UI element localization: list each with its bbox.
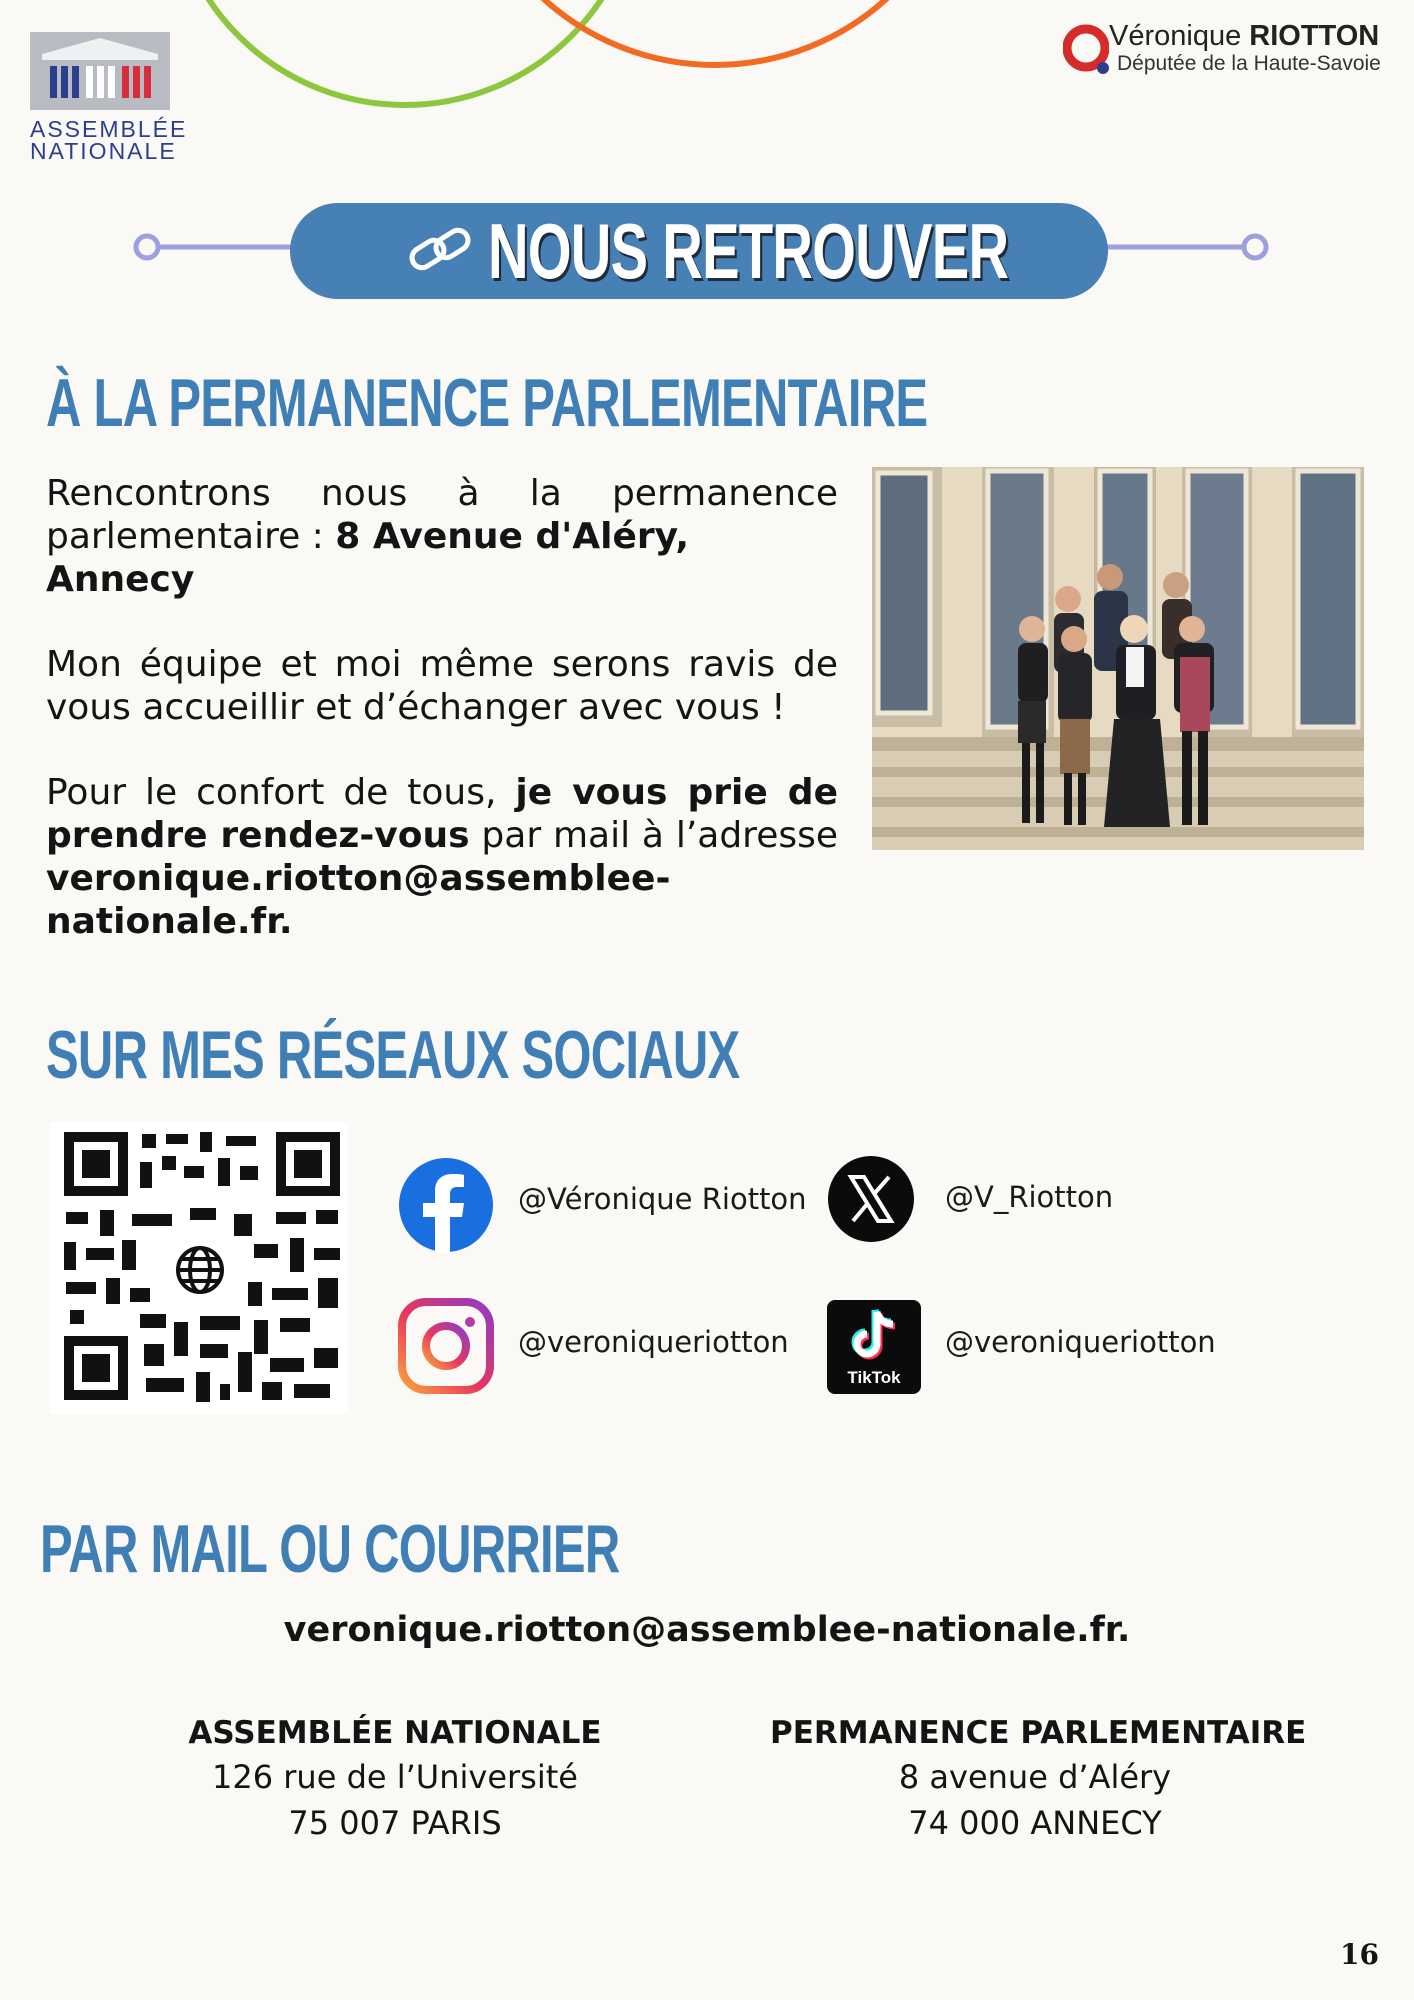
logo-line2: NATIONALE bbox=[30, 138, 177, 164]
word: permanence bbox=[611, 473, 838, 514]
para3 bbox=[46, 771, 838, 943]
instagram-icon[interactable] bbox=[398, 1298, 494, 1394]
assemblee-building-icon bbox=[30, 32, 170, 110]
address-left-title: ASSEMBLÉE NATIONALE bbox=[188, 1715, 602, 1751]
tiktok-logo[interactable] bbox=[827, 1300, 921, 1394]
social-heading: SUR MES RÉSEAUX SOCIAUX bbox=[46, 1017, 740, 1093]
address-right-title: PERMANENCE PARLEMENTAIRE bbox=[770, 1715, 1307, 1751]
deputy-badge-icon bbox=[1063, 24, 1109, 76]
permanence-address: 8 Avenue d'Aléry, Annecy bbox=[46, 516, 690, 600]
para3-mid: par mail à l’adresse bbox=[469, 815, 838, 856]
deputy-role: Députée de la Haute-Savoie bbox=[1117, 52, 1381, 75]
contact-email[interactable]: veronique.riotton@assemblee-nationale.fr. bbox=[283, 1610, 1131, 1650]
address-assemblee bbox=[170, 1712, 620, 1846]
facebook-icon[interactable] bbox=[398, 1157, 494, 1253]
deputy-name bbox=[1109, 20, 1379, 53]
deputy-last-name: RIOTTON bbox=[1249, 20, 1380, 52]
banner-title: NOUS RETROUVER bbox=[488, 207, 1009, 295]
deputy-logo bbox=[1063, 20, 1403, 80]
address-right-line1: 8 avenue d’Aléry bbox=[898, 1758, 1172, 1796]
tiktok-handle[interactable]: @veroniqueriotton bbox=[945, 1325, 1216, 1359]
logo-line1: ASSEMBLÉE bbox=[30, 116, 188, 142]
x-handle[interactable]: @V_Riotton bbox=[945, 1180, 1114, 1214]
permanence-text bbox=[46, 472, 838, 943]
address-right-line2: 74 000 ANNECY bbox=[908, 1804, 1162, 1842]
para1-line2 bbox=[46, 515, 838, 601]
word: nous bbox=[320, 473, 408, 514]
para1-prefix: parlementaire : bbox=[46, 516, 336, 557]
permanence-email: veronique.riotton@assemblee-nationale.fr. bbox=[46, 858, 671, 942]
para3-prefix: Pour le confort de tous, bbox=[46, 772, 516, 813]
facebook-handle[interactable]: @Véronique Riotton bbox=[518, 1182, 807, 1216]
instagram-handle[interactable]: @veroniqueriotton bbox=[518, 1325, 789, 1359]
deputy-first-name: Véronique bbox=[1109, 20, 1242, 52]
qr-code[interactable] bbox=[50, 1122, 348, 1414]
permanence-heading: À LA PERMANENCE PARLEMENTAIRE bbox=[46, 365, 928, 441]
qr-code-icon bbox=[50, 1122, 348, 1414]
word: Rencontrons bbox=[46, 473, 271, 514]
assemblee-nationale-logo bbox=[30, 32, 188, 164]
para2: Mon équipe et moi même serons ravis de vous accueillir et d’échanger avec vous ! bbox=[46, 644, 838, 728]
link-icon bbox=[405, 220, 475, 280]
address-permanence bbox=[770, 1712, 1307, 1846]
address-left-line1: 126 rue de l’Université bbox=[212, 1758, 578, 1796]
x-icon[interactable] bbox=[827, 1155, 915, 1243]
tiktok-label: TikTok bbox=[847, 1368, 901, 1387]
para3-bold: je vous prie de prendre rendez-vous bbox=[46, 772, 838, 856]
page-number: 16 bbox=[1340, 1938, 1379, 1971]
word: à bbox=[457, 473, 480, 514]
tiktok-icon bbox=[845, 1306, 903, 1364]
team-photo bbox=[872, 467, 1364, 850]
mail-heading: PAR MAIL OU COURRIER bbox=[40, 1511, 620, 1587]
address-left-line2: 75 007 PARIS bbox=[288, 1804, 502, 1842]
para1-line1 bbox=[46, 472, 838, 515]
word: la bbox=[529, 473, 562, 514]
